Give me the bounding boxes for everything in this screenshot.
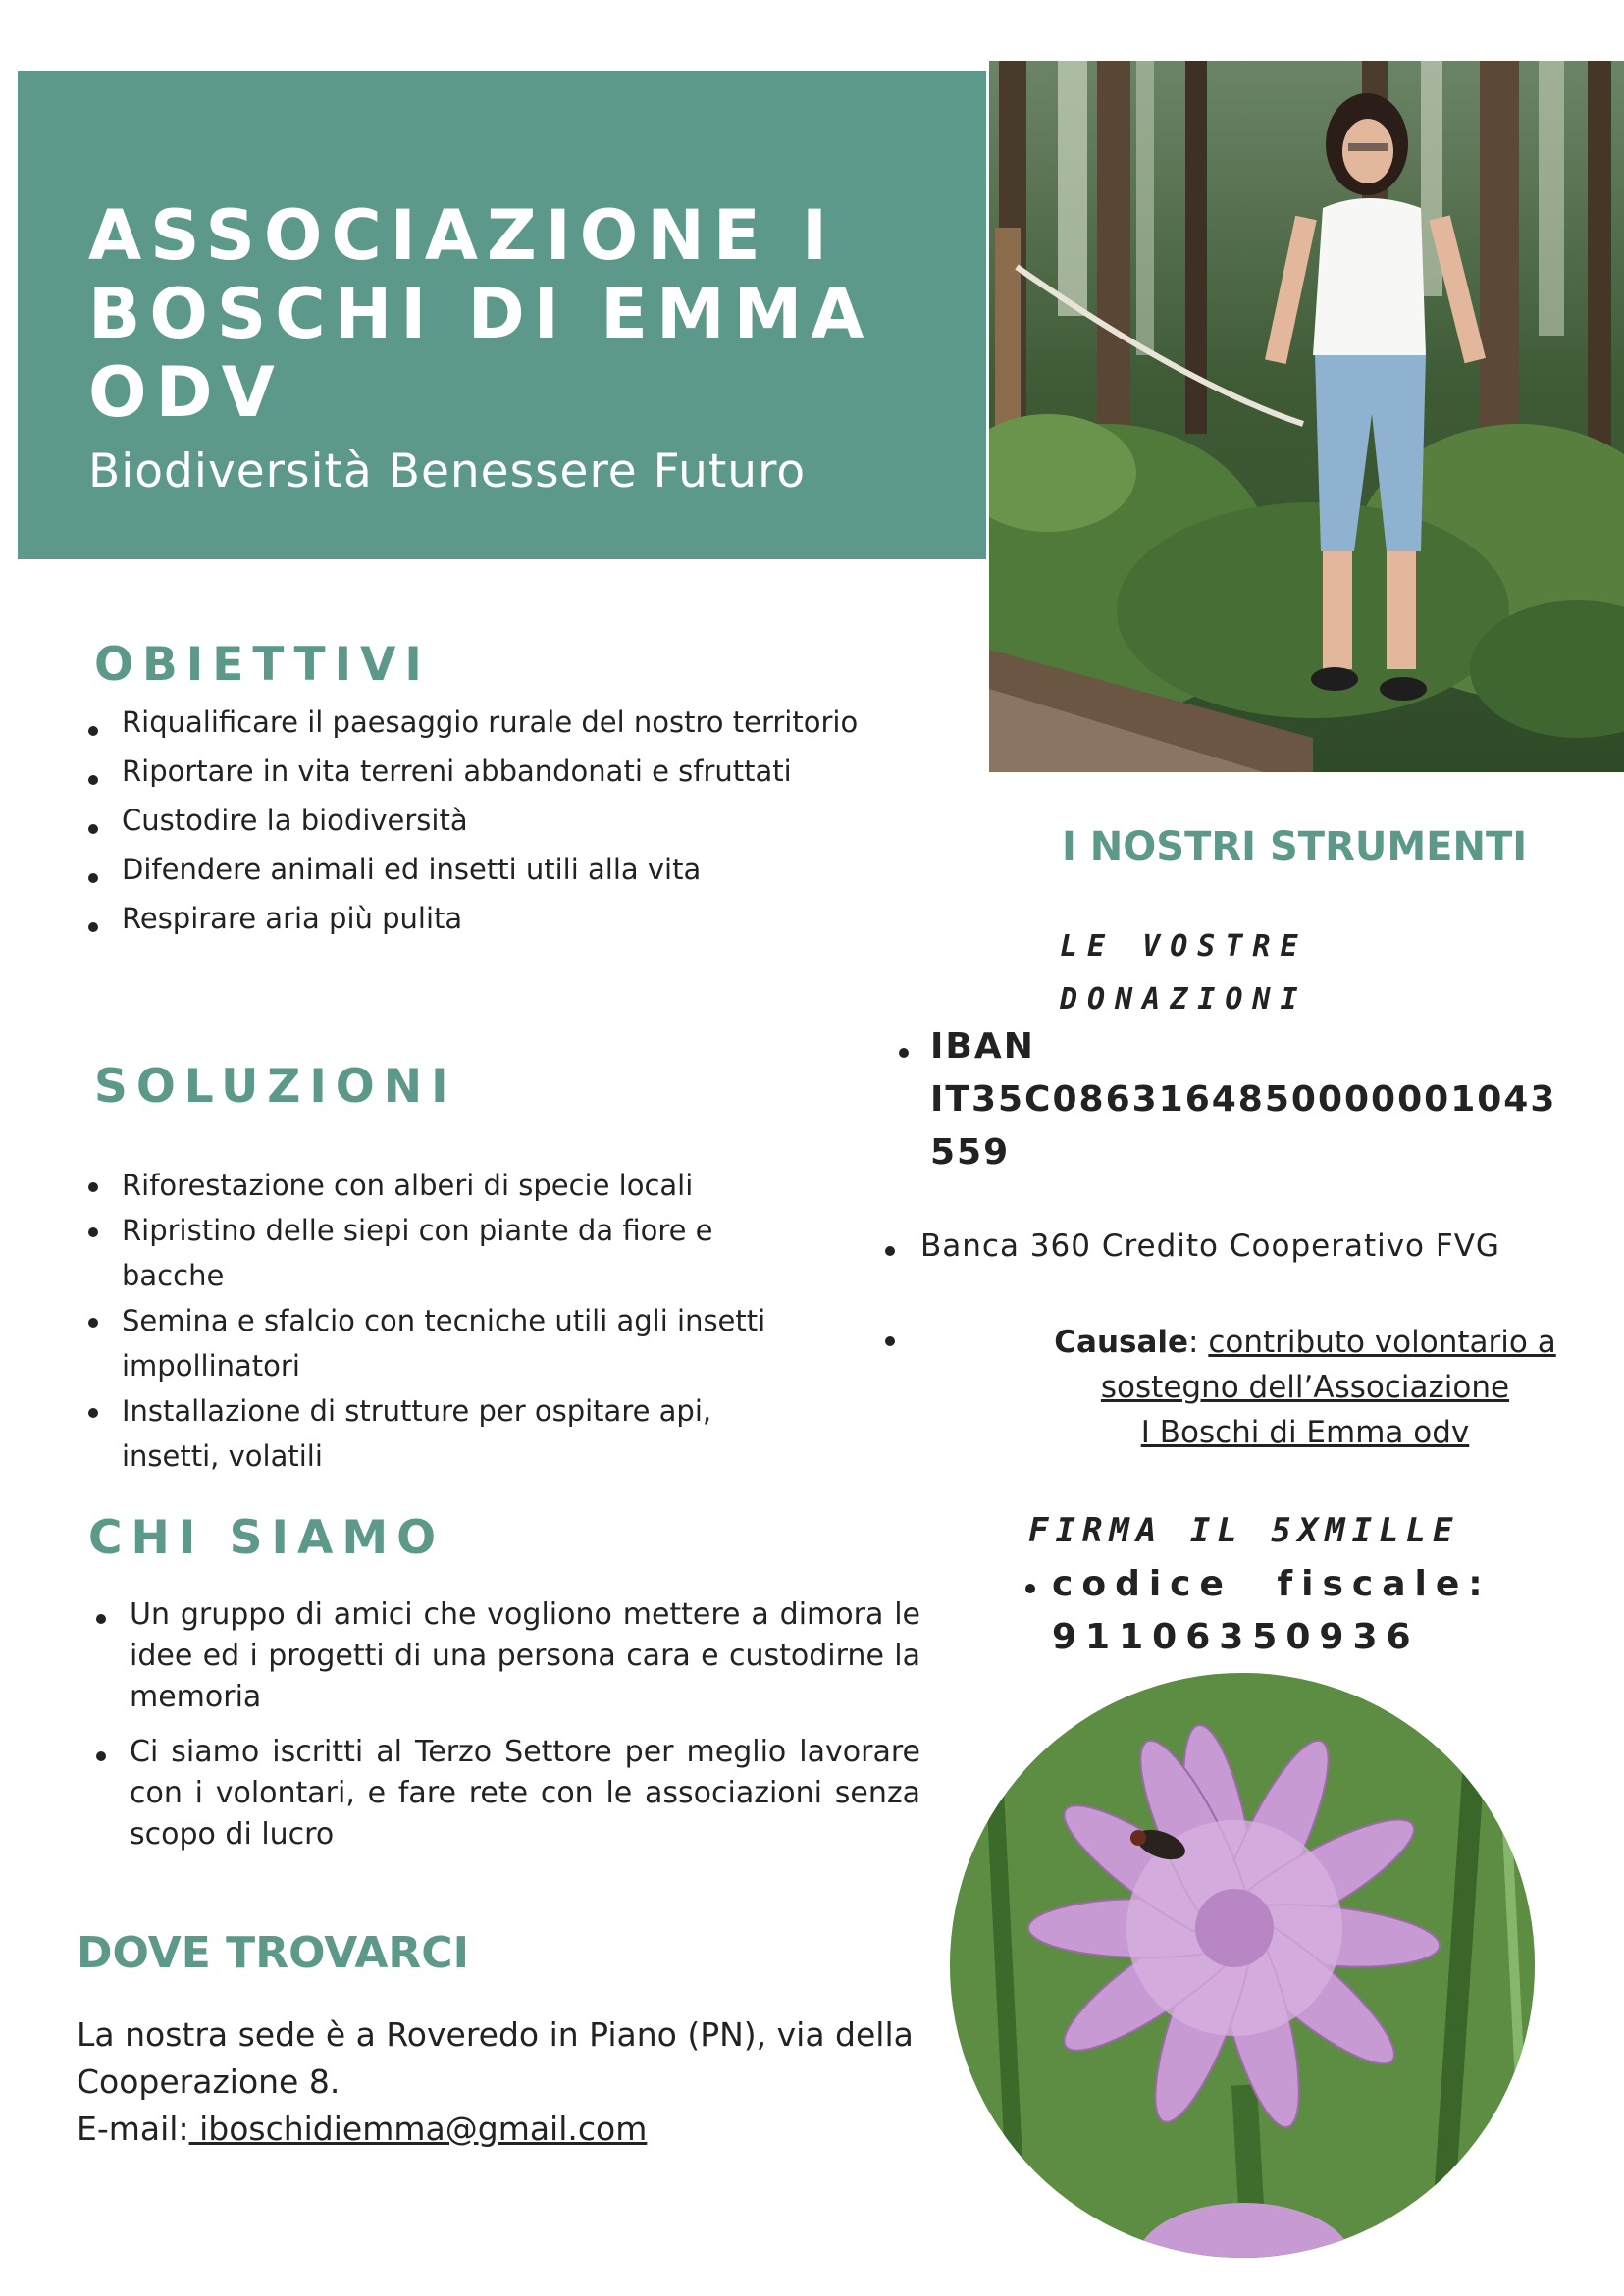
email-label: E-mail: (77, 2110, 189, 2148)
list-item: Custodire la biodiversità (88, 805, 971, 837)
about-heading: CHI SIAMO (88, 1511, 445, 1565)
iban-line-1: IT35C086316485000000104​3 (930, 1079, 1557, 1120)
causale-text-2: sostegno dell’Associazione (1100, 1370, 1510, 1405)
bank-name: Banca 360 Credito Cooperativo FVG (920, 1228, 1500, 1264)
woman-in-forest-photo (989, 61, 1624, 772)
email-link[interactable]: iboschidiemma@gmail.com (188, 2110, 648, 2148)
iban-label: IBAN (930, 1026, 1035, 1067)
list-item: Semina e sfalcio con tecniche utili agli insetti impollinatori (88, 1298, 814, 1388)
where-heading: DOVE TROVARCI (77, 1928, 469, 1978)
codice-fiscale-label: codice fiscale: (1052, 1564, 1492, 1604)
chive-flower-photo (950, 1673, 1535, 2258)
firma-5xmille: FIRMA IL 5XMILLE (1028, 1511, 1460, 1550)
list-item: Difendere animali ed insetti utili alla vita (88, 854, 971, 886)
bullet-icon (1025, 1584, 1035, 1593)
bullet-icon (885, 1336, 895, 1346)
causale-separator: : (1188, 1325, 1209, 1360)
page-title: ASSOCIAZIONE I BOSCHI DI EMMA ODV (88, 195, 873, 433)
tools-heading: I NOSTRI STRUMENTI (1062, 824, 1528, 869)
about-list (96, 1594, 920, 1855)
address-text: La nostra sede è a Roveredo in Piano (PN), via della Cooperazione 8. (77, 2015, 914, 2101)
iban-line-2: 559 (930, 1132, 1011, 1173)
causale-block (996, 1320, 1614, 1455)
solutions-list (88, 1163, 814, 1479)
list-item: Riportare in vita terreni abbandonati e sfruttati (88, 756, 971, 788)
causale-text-3: I Boschi di Emma odv (1140, 1415, 1470, 1450)
where-body (77, 2011, 960, 2153)
solutions-heading: SOLUZIONI (94, 1060, 457, 1114)
list-item: Installazione di strutture per ospitare api, insetti, volatili (88, 1388, 814, 1479)
list-item: Ci siamo iscritti al Terzo Settore per meglio lavorare con i volontari, e fare rete con le associazioni senza scopo di lucro (96, 1732, 920, 1855)
codice-fiscale-value: 91106350936 (1052, 1617, 1420, 1657)
objectives-heading: OBIETTIVI (94, 638, 431, 692)
list-item: Riforestazione con alberi di specie locali (88, 1163, 814, 1208)
page-subtitle: Biodiversità Benessere Futuro (88, 444, 807, 498)
causale-text-1: contributo volontario a (1208, 1325, 1556, 1360)
email-line (77, 2106, 960, 2153)
list-item: Ripristino delle siepi con piante da fiore e bacche (88, 1208, 814, 1298)
bullet-icon (885, 1246, 895, 1256)
donations-heading: LE VOSTRE DONAZIONI (1060, 929, 1308, 1017)
list-item: Respirare aria più pulita (88, 903, 971, 935)
causale-label: Causale (1054, 1325, 1189, 1360)
list-item: Riqualificare il paesaggio rurale del nostro territorio (88, 706, 971, 739)
list-item: Un gruppo di amici che vogliono mettere a dimora le idee ed i progetti di una persona cara e custodirne la memoria (96, 1594, 920, 1718)
iban-block (930, 1020, 1556, 1179)
bullet-icon (899, 1048, 909, 1058)
causale-line-1 (996, 1320, 1614, 1365)
objectives-list (88, 706, 971, 952)
